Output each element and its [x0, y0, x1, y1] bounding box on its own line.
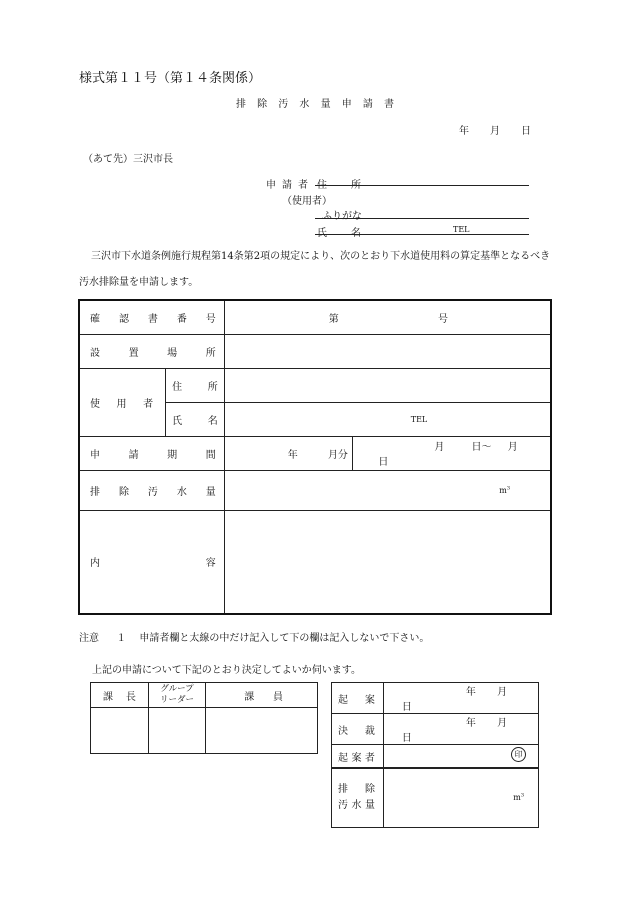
applicant-tel-label: TEL: [453, 225, 470, 234]
decision-text: 上記の申請について下記のとおり決定してよいか伺います。: [92, 665, 361, 676]
drafted-label: 起 案: [338, 694, 375, 706]
confirm-number-label: 確 認 書 番 号: [90, 313, 216, 325]
decided-date-field[interactable]: 年 月 日: [383, 714, 538, 745]
confirm-number-field[interactable]: 第 号: [224, 300, 551, 334]
user-name-field[interactable]: [224, 402, 551, 436]
furigana-underline: [315, 218, 529, 219]
user-address-field[interactable]: [224, 368, 551, 402]
body-line-2: 汚水排除量を申請します。: [79, 277, 199, 288]
chief-seal-box[interactable]: [91, 708, 149, 754]
decided-label: 決 裁: [338, 725, 375, 737]
period-label: 申 請 期 間: [90, 449, 216, 461]
group-leader-seal-box[interactable]: [148, 708, 205, 754]
approval-table: [90, 682, 318, 754]
result-discharge-field[interactable]: [383, 768, 538, 828]
result-table: [331, 767, 539, 828]
user-name-label: 氏 名: [172, 415, 218, 427]
addressee: （あて先）三沢市長: [83, 154, 173, 165]
staff-seal-box[interactable]: [206, 708, 318, 754]
user-label: （使用者）: [282, 196, 332, 207]
form-number: 様式第１１号（第１４条関係）: [79, 71, 262, 86]
furigana-label: ふりがな: [322, 211, 362, 222]
discharge-label: 排 除 汚 水 量: [90, 486, 216, 498]
applicant-address-label: 住 所: [317, 180, 361, 191]
period-month-field[interactable]: 年 月分: [224, 436, 353, 470]
drafter-label: 起 案 者: [338, 753, 375, 764]
location-label: 設 置 場 所: [90, 347, 216, 359]
note: 注意 １ 申請者欄と太線の中だけ記入して下の欄は記入しないで下さい。: [79, 633, 430, 644]
drafter-field[interactable]: [383, 745, 538, 769]
name-underline: [315, 234, 529, 235]
discharge-unit: $m^3$: [499, 484, 510, 495]
result-label-line-1: 排 除: [338, 783, 375, 795]
content-row: [79, 510, 551, 614]
date-line: 年 月 日: [459, 126, 531, 137]
user-address-row: [79, 368, 551, 402]
staff-label: 課 員: [244, 691, 283, 703]
period-row: [79, 436, 551, 470]
location-field[interactable]: [224, 334, 551, 368]
result-unit: $m^3$: [513, 792, 524, 802]
drafted-date-field[interactable]: 年 月 日: [383, 683, 538, 714]
user-label: 使 用 者: [90, 398, 154, 410]
discharge-row: [79, 470, 551, 510]
form-title: 排 除 汚 水 量 申 請 書: [236, 99, 394, 110]
group-leader-label: グループ リーダー: [148, 683, 205, 708]
location-row: [79, 334, 551, 368]
discharge-field[interactable]: [224, 470, 551, 510]
user-tel-label: TEL: [410, 414, 428, 424]
period-range-field[interactable]: 月 日〜 月 日: [353, 436, 551, 470]
content-label: 内 容: [90, 558, 216, 570]
applicant-name-label: 氏 名: [317, 228, 361, 239]
process-table: [331, 682, 539, 769]
confirm-number-row: [79, 300, 551, 334]
content-field[interactable]: [224, 510, 551, 614]
chief-label: 課 長: [103, 691, 136, 703]
main-table: [78, 299, 552, 615]
seal-mark-icon: 印: [511, 747, 526, 762]
address-underline: [315, 185, 529, 186]
user-address-label: 住 所: [172, 381, 218, 393]
applicant-label: 申 請 者: [266, 180, 308, 191]
result-label-line-2: 汚 水 量: [338, 799, 375, 811]
body-line-1: 三沢市下水道条例施行規程第14条第2項の規定により、次のとおり下水道使用料の算定基準となるべき: [91, 251, 551, 262]
